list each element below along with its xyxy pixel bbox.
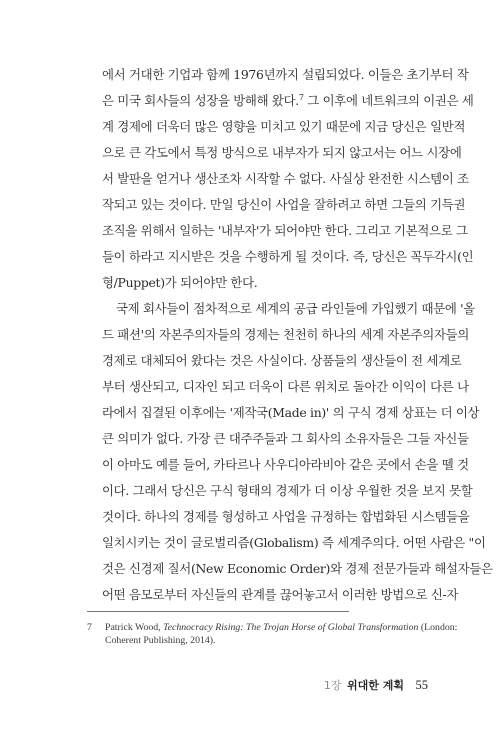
footnote-author: Patrick Wood,	[105, 622, 164, 633]
text-line: 것이다. 하나의 경제를 형성하고 사업을 규정하는 합법화된 시스템들을	[102, 509, 470, 524]
footnote	[87, 621, 458, 634]
text-line: 이 아마도 예를 들어, 카타르나 사우디아라비아 같은 곳에서 손을 뗄 것	[102, 457, 469, 472]
text-line: 계 경제에 더욱더 많은 영향을 미치고 있기 때문에 지금 당신은 일반적	[102, 119, 466, 134]
text-line: 어떤 음모로부터 자신들의 관계를 끊어놓고서 이러한 방법으로 신-자	[102, 587, 459, 602]
text-line: 조직을 위해서 일하는 '내부자'가 되어야만 한다. 그리고 기본적으로 그	[102, 223, 468, 238]
footnote-book-title: Technocracy Rising: The Trojan Horse of Global Transformation	[163, 622, 419, 633]
text-line: 이다. 그래서 당신은 구식 형태의 경제가 더 이상 우월한 것을 보지 못할	[102, 483, 473, 498]
footnote-number: 7	[87, 622, 92, 633]
chapter-title: 위대한 계획	[347, 679, 404, 692]
text-line-segment: 그 이후에 네트워크의 이권은 세	[303, 93, 474, 108]
footnote-continuation: Coherent Publishing, 2014).	[105, 635, 216, 646]
text-line-with-footnote-ref	[102, 92, 474, 109]
text-line: 큰 의미가 없다. 가장 큰 대주주들과 그 회사의 소유자들은 그들 자신들	[102, 431, 469, 446]
text-line: 으로 큰 각도에서 특정 방식으로 내부자가 되지 않고서는 어느 시장에	[102, 145, 462, 160]
text-line: 부터 생산되고, 디자인 되고 더욱이 다른 위치로 돌아간 이익이 다른 나	[102, 379, 469, 394]
text-line: 라에서 집결된 이후에는 '제작국(Made in)' 의 구식 경제 상표는 더 이상	[102, 405, 480, 420]
text-line: 에서 거대한 기업과 함께 1976년까지 설립되었다. 이들은 초기부터 작	[102, 67, 469, 82]
page-footer	[324, 677, 428, 693]
page-number: 55	[415, 678, 428, 692]
text-line: 형/Puppet)가 되어야만 한다.	[102, 275, 258, 290]
footnote-divider	[87, 611, 349, 612]
text-line: 국제 회사들이 점차적으로 세계의 공급 라인들에 가입했기 때문에 '올	[116, 301, 475, 316]
chapter-label: 1장	[323, 679, 342, 692]
text-line: 일치시키는 것이 글로벌리즘(Globalism) 즉 세계주의다. 어떤 사람은 "이	[102, 535, 486, 550]
text-line: 드 패션'의 자본주의자들의 경제는 천천히 하나의 세계 자본주의자들의	[102, 327, 469, 342]
text-line: 것은 신경제 질서(New Economic Order)와 경제 전문가들과 해설자들은	[102, 561, 493, 576]
footnote-reference: 7	[298, 92, 304, 102]
text-line: 서 발판을 얻거나 생산조차 시작할 수 없다. 사실상 완전한 시스템이 조	[102, 171, 469, 186]
text-line-segment: 은 미국 회사들의 성장을 방해해 왔다.	[102, 93, 299, 108]
text-line: 작되고 있는 것이다. 만일 당신이 사업을 잘하려고 하면 그들의 기득권	[102, 197, 466, 212]
text-line: 경제로 대체되어 왔다는 것은 사실이다. 상품들의 생산들이 전 세계로	[102, 353, 462, 368]
text-line: 들이 하라고 지시받은 것을 수행하게 될 것이다. 즉, 당신은 꼭두각시(인	[102, 249, 474, 264]
footnote-publisher: (London:	[418, 622, 458, 633]
